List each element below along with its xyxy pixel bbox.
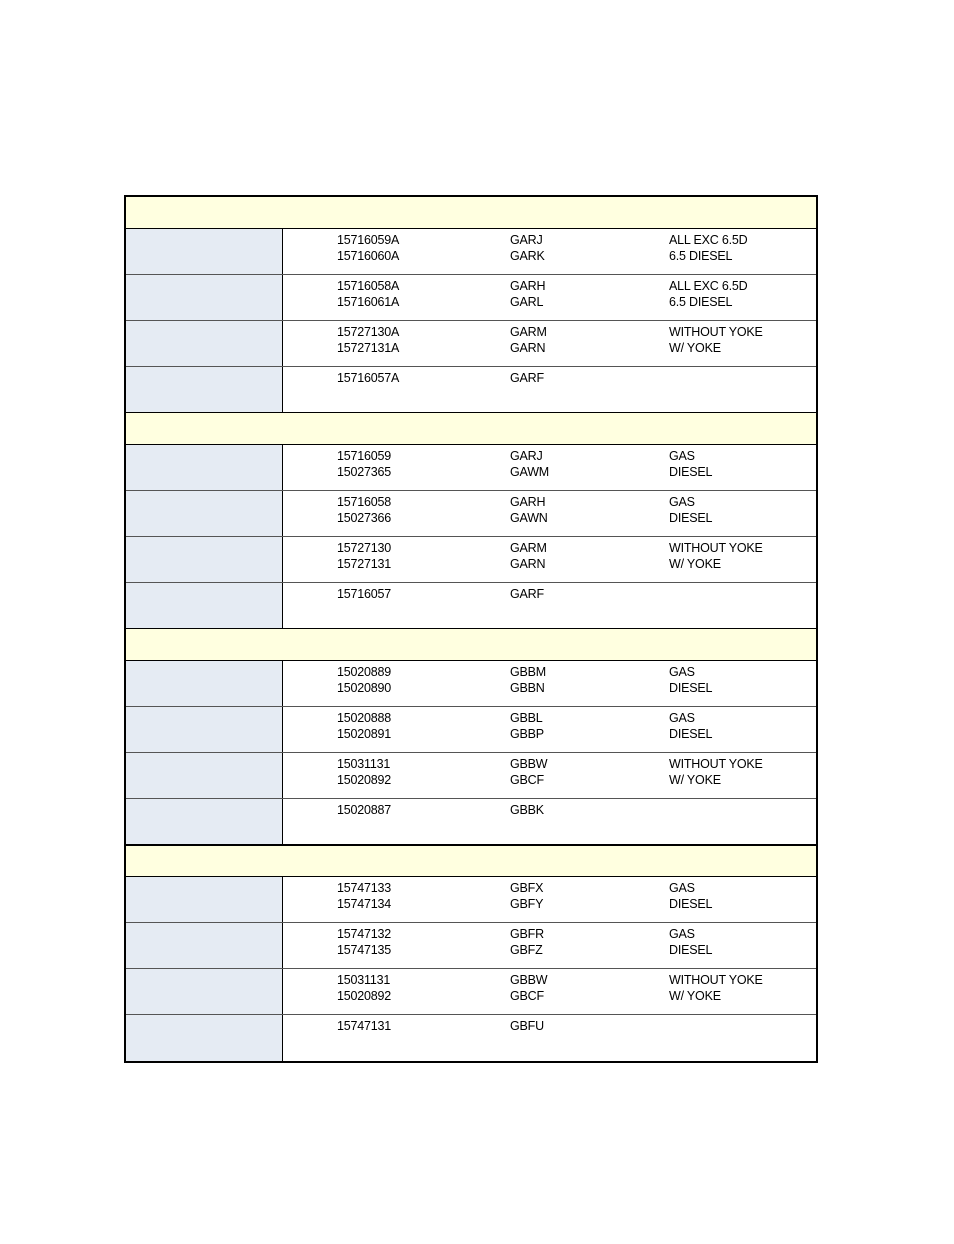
code-cell — [510, 449, 549, 480]
code-line: GBBW — [510, 973, 548, 987]
note-cell — [669, 495, 712, 526]
note-line: W/ YOKE — [669, 340, 721, 355]
part-number-cell — [337, 495, 391, 526]
note-cell — [669, 587, 672, 618]
code-line: GARN — [510, 340, 546, 355]
row-label-cell — [126, 923, 283, 968]
table-row — [126, 707, 816, 753]
group-header — [126, 197, 816, 229]
code-line: GBFY — [510, 896, 544, 911]
note-line — [669, 1019, 672, 1035]
note-line: DIESEL — [669, 726, 713, 741]
row-label-cell — [126, 707, 283, 752]
table-row — [126, 661, 816, 707]
part-number-line — [337, 819, 391, 835]
note-line: DIESEL — [669, 680, 713, 695]
part-number-line: 15020888 — [337, 711, 392, 725]
code-line: GBCF — [510, 772, 544, 787]
table-row — [126, 753, 816, 799]
code-line — [510, 603, 544, 619]
note-cell — [669, 325, 763, 356]
part-number-cell — [337, 325, 399, 356]
part-number-line: 15716060A — [337, 248, 400, 263]
note-line: W/ YOKE — [669, 556, 721, 571]
table-row — [126, 321, 816, 367]
code-line — [510, 387, 544, 403]
part-number-line: 15747132 — [337, 927, 392, 941]
table-row — [126, 491, 816, 537]
code-cell — [510, 325, 547, 356]
table-row — [126, 1015, 816, 1061]
note-cell — [669, 711, 712, 742]
part-number-line: 15027365 — [337, 464, 392, 479]
code-cell — [510, 711, 544, 742]
note-line — [669, 819, 672, 835]
note-line — [669, 387, 672, 403]
note-cell — [669, 973, 763, 1004]
row-label-cell — [126, 229, 283, 274]
note-line — [669, 803, 672, 819]
code-line: GARF — [510, 371, 544, 385]
note-line: 6.5 DIESEL — [669, 294, 733, 309]
note-line: DIESEL — [669, 896, 713, 911]
code-line: GARL — [510, 294, 544, 309]
note-cell — [669, 1019, 672, 1050]
note-line: GAS — [669, 449, 695, 463]
note-line: GAS — [669, 495, 695, 509]
code-line: GARJ — [510, 449, 543, 463]
code-line: GBBL — [510, 711, 543, 725]
code-line: GARH — [510, 279, 546, 293]
code-line: GARF — [510, 587, 544, 601]
code-line: GAWM — [510, 464, 550, 479]
note-cell — [669, 449, 712, 480]
table-row — [126, 445, 816, 491]
part-number-cell — [337, 587, 391, 618]
note-line: W/ YOKE — [669, 772, 721, 787]
code-cell — [510, 757, 547, 788]
part-number-cell — [337, 541, 391, 572]
code-line: GARH — [510, 495, 546, 509]
code-cell — [510, 279, 545, 310]
note-line: GAS — [669, 881, 695, 895]
note-cell — [669, 757, 763, 788]
table-row — [126, 275, 816, 321]
code-cell — [510, 495, 548, 526]
part-number-cell — [337, 757, 391, 788]
code-cell — [510, 881, 543, 912]
table-row — [126, 923, 816, 969]
code-line: GARK — [510, 248, 545, 263]
table-row — [126, 367, 816, 413]
code-line: GBFU — [510, 1019, 544, 1033]
row-label-cell — [126, 491, 283, 536]
note-line: GAS — [669, 711, 695, 725]
code-line: GBBK — [510, 803, 544, 817]
note-line: WITHOUT YOKE — [669, 973, 763, 987]
note-line — [669, 1035, 672, 1051]
note-line: WITHOUT YOKE — [669, 325, 763, 339]
part-number-cell — [337, 233, 399, 264]
part-number-line: 15716059 — [337, 449, 392, 463]
code-cell — [510, 233, 545, 264]
note-cell — [669, 279, 747, 310]
row-label-cell — [126, 367, 283, 412]
note-line: DIESEL — [669, 510, 713, 525]
code-line: GBFX — [510, 881, 544, 895]
part-number-line — [337, 387, 399, 403]
part-number-line: 15747135 — [337, 942, 392, 957]
note-line: ALL EXC 6.5D — [669, 279, 748, 293]
note-cell — [669, 233, 747, 264]
part-number-cell — [337, 881, 391, 912]
part-number-line: 15716059A — [337, 233, 400, 247]
part-number-line — [337, 603, 391, 619]
part-number-cell — [337, 1019, 391, 1050]
part-number-line: 15020889 — [337, 665, 392, 679]
part-number-cell — [337, 927, 391, 958]
note-cell — [669, 371, 672, 402]
code-cell — [510, 973, 547, 1004]
row-label-cell — [126, 275, 283, 320]
row-label-cell — [126, 445, 283, 490]
row-label-cell — [126, 799, 283, 844]
part-number-line: 15020890 — [337, 680, 392, 695]
part-number-line: 15727130A — [337, 325, 400, 339]
code-cell — [510, 371, 544, 402]
part-number-line: 15027366 — [337, 510, 392, 525]
row-label-cell — [126, 969, 283, 1014]
note-line: W/ YOKE — [669, 988, 721, 1003]
code-cell — [510, 587, 544, 618]
row-label-cell — [126, 537, 283, 582]
code-line: GBBM — [510, 665, 547, 679]
code-line: GARJ — [510, 233, 543, 247]
note-line — [669, 587, 672, 603]
table-row — [126, 583, 816, 629]
part-number-line: 15716058 — [337, 495, 392, 509]
row-label-cell — [126, 753, 283, 798]
code-cell — [510, 803, 544, 834]
note-cell — [669, 665, 712, 696]
note-cell — [669, 881, 712, 912]
part-number-line: 15716057 — [337, 587, 392, 601]
code-line: GARN — [510, 556, 546, 571]
code-line: GAWN — [510, 510, 548, 525]
note-line: GAS — [669, 927, 695, 941]
part-number-cell — [337, 449, 391, 480]
note-line: DIESEL — [669, 464, 713, 479]
code-line: GBFR — [510, 927, 544, 941]
table-row — [126, 799, 816, 845]
part-number-line: 15747131 — [337, 1019, 392, 1033]
code-line — [510, 819, 544, 835]
part-number-line: 15727131 — [337, 556, 392, 571]
note-cell — [669, 927, 712, 958]
note-cell — [669, 803, 672, 834]
part-number-cell — [337, 665, 391, 696]
part-number-line: 15716058A — [337, 279, 400, 293]
code-cell — [510, 665, 546, 696]
part-number-cell — [337, 711, 391, 742]
code-line: GARM — [510, 325, 547, 339]
code-line: GBFZ — [510, 942, 543, 957]
part-number-line: 15716057A — [337, 371, 400, 385]
part-number-cell — [337, 803, 391, 834]
part-number-cell — [337, 371, 399, 402]
code-line — [510, 1035, 544, 1051]
note-line: ALL EXC 6.5D — [669, 233, 748, 247]
note-line — [669, 603, 672, 619]
code-line: GBBN — [510, 680, 545, 695]
code-line: GBBP — [510, 726, 544, 741]
row-label-cell — [126, 583, 283, 628]
part-number-line: 15020892 — [337, 772, 392, 787]
code-cell — [510, 1019, 544, 1050]
row-label-cell — [126, 321, 283, 366]
code-line: GARM — [510, 541, 547, 555]
part-number-line: 15716061A — [337, 294, 400, 309]
group-header — [126, 629, 816, 661]
part-number-line: 15747133 — [337, 881, 392, 895]
note-line: WITHOUT YOKE — [669, 757, 763, 771]
code-cell — [510, 541, 547, 572]
row-label-cell — [126, 877, 283, 922]
code-cell — [510, 927, 544, 958]
note-line — [669, 371, 672, 387]
table-row — [126, 969, 816, 1015]
code-line: GBCF — [510, 988, 544, 1003]
table-row — [126, 229, 816, 275]
code-line: GBBW — [510, 757, 548, 771]
part-number-cell — [337, 973, 391, 1004]
part-number-line — [337, 1035, 391, 1051]
group-header — [126, 845, 816, 877]
parts-table — [124, 195, 818, 1063]
part-number-line: 15031131 — [337, 757, 391, 771]
row-label-cell — [126, 661, 283, 706]
part-number-line: 15020891 — [337, 726, 392, 741]
table-row — [126, 877, 816, 923]
part-number-line: 15747134 — [337, 896, 392, 911]
part-number-line: 15727131A — [337, 340, 400, 355]
table-row — [126, 537, 816, 583]
note-line: DIESEL — [669, 942, 713, 957]
part-number-line: 15727130 — [337, 541, 392, 555]
part-number-line: 15020892 — [337, 988, 392, 1003]
row-label-cell — [126, 1015, 283, 1061]
note-cell — [669, 541, 763, 572]
part-number-line: 15031131 — [337, 973, 391, 987]
part-number-line: 15020887 — [337, 803, 392, 817]
group-header — [126, 413, 816, 445]
note-line: GAS — [669, 665, 695, 679]
note-line: 6.5 DIESEL — [669, 248, 733, 263]
part-number-cell — [337, 279, 399, 310]
note-line: WITHOUT YOKE — [669, 541, 763, 555]
